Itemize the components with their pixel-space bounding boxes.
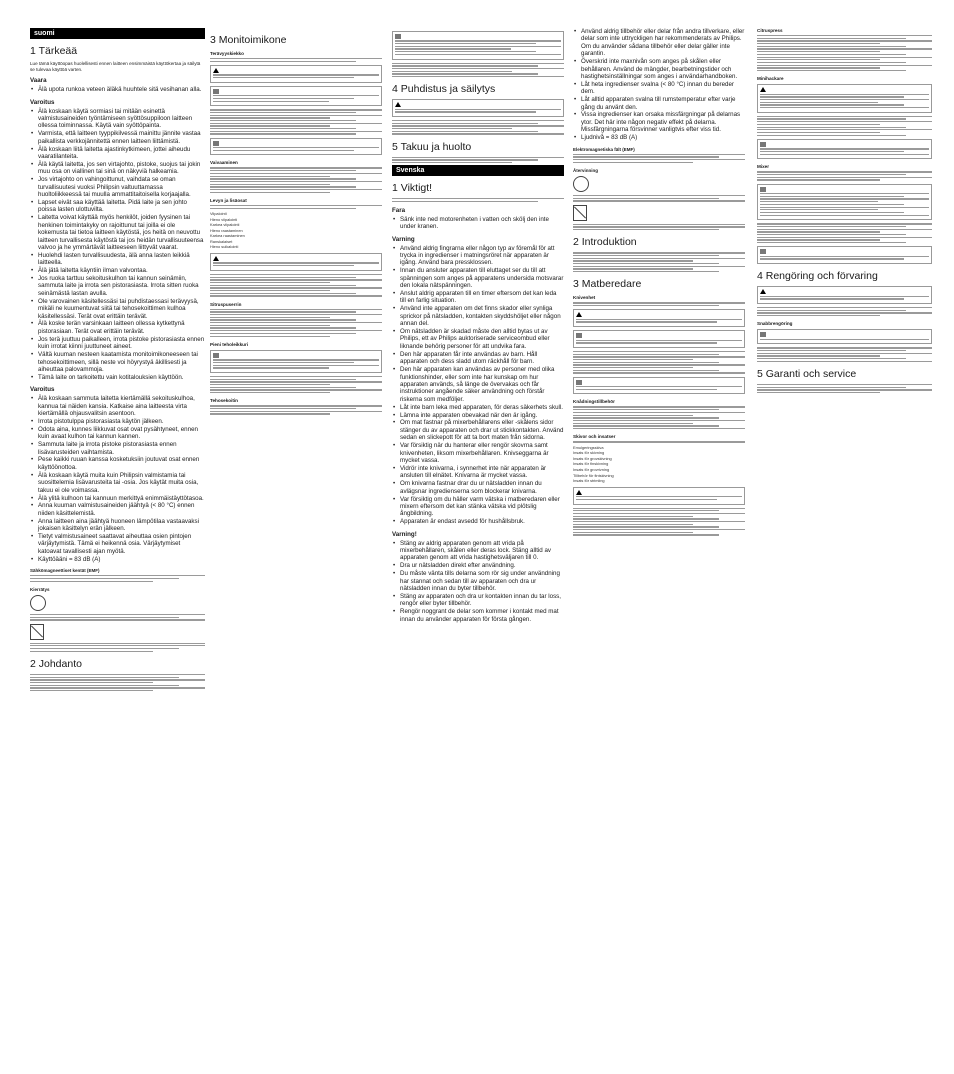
list-item: • Stäng av apparaten och dra ur kontakten innan du tar loss, rengör eller byter tillbehör. (392, 593, 564, 608)
intro-text: Lue tämä käyttöopas huolellisesti ennen laitteen ensimmäistä käyttökertaa ja säilytä se tulevaa käyttöä varten. (30, 61, 201, 72)
list-item: • Jos virtajohto on vahingoittunut, vaihdata se oman turvallisuutesi vuoksi Philipsin valtuuttamassa huoltoliikkeessä tai muulla ammattitaitoisella korjaajalla. (30, 176, 205, 198)
section-title: 5 Takuu ja huolto (392, 140, 472, 153)
list-item: • Den här apparaten får inte användas av barn. Håll apparaten och dess sladd utom räckhåll för barn. (392, 351, 564, 366)
list-item: • Käyttöääni = 83 dB (A) (30, 556, 205, 563)
list-item: Hieno raastaminen (210, 227, 243, 233)
column-1 (30, 28, 205, 693)
subsection-title: Knivenhet (573, 295, 596, 301)
warning-box (573, 309, 745, 327)
list-item: • Dra ur nätsladden direkt efter användning. (392, 562, 564, 569)
list-item: • Ole varovainen käsitellessäsi tai puhdistaessasi terävyysä, mikäli ne kuumentuvat siitä tai tehosekoittimen kulhoa käsitellessäsi. Terät ovat erittäin terävät. (30, 298, 205, 320)
list-item: • Älä koske terän varsinkaan laitteen ollessa kytkettynä pistorasiaan. Terät ovat erittäin terävät. (30, 320, 205, 335)
note-box (573, 330, 745, 348)
section-title: 5 Garanti och service (757, 368, 857, 381)
list-item: • Huolehdi lasten turvallisuudesta, älä anna lasten leikkiä laitteella. (30, 252, 205, 267)
warning-list-continued (573, 28, 745, 142)
note-icon (395, 34, 401, 39)
list-item: • Var försiktig om du häller varm vätska i matberedaren eller mixern eftersom det kan stänka vätska vid plötslig ångbildning. (392, 496, 564, 518)
list-item: • Jos ruoka tarttuu sekoituskulhon tai kannun seinämiin, sammuta laite ja irrota sen pistorasiasta. Irrota sitten ruoka seinämästä lastan avulla. (30, 275, 205, 297)
list-item: • Överskrid inte maxnivån som anges på skålen eller behållaren. Använd de mängder, bearbetningstider och hastighetsinställningar som anges i användarhandboken. (573, 58, 745, 80)
section-title: 2 Johdanto (30, 657, 82, 670)
recycling-heading: Återvinning (573, 167, 599, 173)
list-item: • Tämä laite on tarkoitettu vain kotitalouksien käyttöön. (30, 374, 205, 381)
tip-box (757, 139, 932, 159)
list-item: • Rengör noggrant de delar som kommer i kontakt med mat innan du använder apparaten för första gången. (392, 608, 564, 623)
list-item: Insats för strimling (573, 478, 605, 484)
list-item: • Sänk inte ned motorenheten i vatten och skölj den inte under kranen. (392, 216, 564, 231)
section-title: 3 Monitoimikone (210, 34, 287, 46)
note-box (392, 31, 564, 60)
list-item: • Laitetta voivat käyttää myös henkilöt, joiden fyysinen tai henkinen toimintakyky on rajoittunut tai joilla ei ole kokemusta tai tietoa laitteen käytöstä, jos heitä on neuvottu laitteen turvallisesta käytöstä tai jos heidän turvallisuuteensa valvoo ja he ymmärtävät laitteeseen liittyvät vaarat. (30, 214, 205, 251)
note-icon (213, 353, 219, 358)
list-item: • Jos terä juuttuu paikalleen, irrota pistoke pistorasiasta ennen kuin irrotat kiinni juuttuneet aineet. (30, 336, 205, 351)
warning-list (392, 245, 564, 526)
list-item: Emulgeringsskiva (573, 444, 604, 450)
list-item: • Vissa ingredienser kan orsaka missfärgningar på delarnas ytor. Det här inte någon negativ effekt på delarna. Missfärgningarna försvinner vanligtvis efter viss tid. (573, 111, 745, 133)
warning-heading: Varoitus (30, 98, 55, 106)
warning-icon (213, 256, 219, 261)
tip-icon (760, 142, 766, 147)
list-item: • Använd inte apparaten om det finns skador eller synliga sprickor på nätsladden, kontakten skyddshöljet eller någon annan del. (392, 305, 564, 327)
list-item: Hieno viipalointi (210, 216, 238, 222)
list-item: • Anna laitteen aina jäähtyä huoneen lämpötilaa vastaavaksi jokaisen käsittelyn erän jälkeen. (30, 518, 205, 533)
list-item: • Älä käytä laitetta, jos sen virtajohto, pistoke, suojus tai jokin muu osa on viallinen tai sinä on näkyviä halkeamia. (30, 161, 205, 176)
emf-heading: Elektromagnetiska fält (EMF) (573, 146, 635, 152)
note-box (757, 329, 932, 344)
recycle-icon (573, 176, 589, 192)
list-item: • Irrota pistotulppa pistorasiasta käytön jälkeen. (30, 418, 205, 425)
list-item: • Låt heta ingredienser svalna (< 80 °C) innan du bereder dem. (573, 81, 745, 96)
subsection-title: Tehosekoitin (210, 398, 238, 404)
subsection-title: Mixer (757, 164, 770, 170)
emf-heading: Sähkömagneettiset kentät (EMF) (30, 568, 100, 574)
tip-icon (576, 380, 582, 385)
list-item: • Älä koskaan käytä muita kuin Philipsin valmistamia tai suosittelemia lisävarusteita tai -osia. Jos käytät muita osia, takuu ei ole voimassa. (30, 472, 205, 494)
subsection-title: Skivor och insatser (573, 434, 616, 440)
section-title: 2 Introduktion (573, 236, 637, 249)
list-item: • Pese kaikki ruuan kanssa kosketuksiin joutuvat osat ennen käyttöönottoa. (30, 456, 205, 471)
list-item: • Du måste vänta tills delarna som rör sig under användning har stannat och sedan till av apparaten och dra ur nätsladden innan du byter tillbehör. (392, 570, 564, 592)
subsection-title: Pieni teholeikkuri (210, 341, 249, 347)
section-title: 3 Matberedare (573, 278, 642, 291)
list-item: • Innan du ansluter apparaten till eluttaget ser du till att spänningen som anges på apparatens undersida motsvarar den lokala nätspänningen. (392, 267, 564, 289)
warning-heading: Varning (392, 235, 415, 243)
section-title: 4 Puhdistus ja säilytys (392, 83, 496, 96)
list-item: Viipalointi (210, 210, 227, 216)
warning-icon (760, 289, 766, 294)
list-item: • Låt inte barn leka med apparaten, för deras säkerhets skull. (392, 404, 564, 411)
subsection-title: Levyn ja lisäosat (210, 197, 247, 203)
list-item: Ranskalaiset (210, 238, 233, 244)
section-title: 4 Rengöring och förvaring (757, 270, 878, 283)
list-item: • Om knivarna fastnar drar du ur nätsladden innan du avlägsnar ingredienserna som blockerar knivarna. (392, 480, 564, 495)
note-box (757, 184, 932, 221)
warning-icon (576, 490, 582, 495)
list-item: • Ljudnivå = 83 dB (A) (573, 134, 745, 141)
list-item: • Älä upota runkoa veteen äläkä huuhtele sitä vesihanan alla. (30, 86, 205, 93)
list-item: Insats för skivning (573, 450, 605, 456)
caution-list (392, 540, 564, 623)
column-2 (210, 28, 382, 416)
list-item: • Om mat fastnar på mixerbehållarens eller -skålens sidor stänger du av apparaten och drar ut stickkontakten. Använd sedan en slickepott för att ta bort maten från sidorna. (392, 419, 564, 441)
list-item: • Använd aldrig tillbehör eller delar från andra tillverkare, eller delar som inte uttryckligen har rekommenderats av Philips. Om du använder sådana tillbehör eller delar gäller inte garantin. (573, 28, 745, 58)
language-tab: Svenska (392, 165, 564, 176)
section-title: 1 Tärkeää (30, 45, 78, 57)
list-item: Hieno suikalointi (210, 244, 239, 250)
tip-box (757, 246, 932, 264)
list-item: Karkea raastaminen (210, 233, 245, 239)
warning-box (757, 84, 932, 113)
list-item: • Om nätsladden är skadad måste den alltid bytas ut av Philips, ett av Philips auktoriserade serviceombud eller liknande behörig personer för att undvika fara. (392, 328, 564, 350)
tip-icon (213, 141, 219, 146)
list-item: • Den här apparaten kan användas av personer med olika funktionshinder, eller som inte har kunskap om hur apparaten används, så länge de övervakas och får instruktioner angående säker användning och förstår riskerna som medföljer. (392, 366, 564, 403)
list-item: • Anslut aldrig apparaten till en timer eftersom det kan leda till en farlig situation. (392, 290, 564, 305)
tip-box (573, 377, 745, 395)
warning-list (30, 108, 205, 382)
recycling-heading: Kierrätys (30, 586, 50, 592)
note-box (210, 350, 382, 373)
list-item: • Älä koskaan sammuta laitetta kiertämällä sekoituskulhoa, kannua tai näiden kansia. Katkaise aina laitteesta virta kiertämällä ohjausvalitsin asentoon. (30, 395, 205, 417)
warning-box (392, 99, 564, 117)
subsection-title: Snabbrengöring (757, 321, 793, 327)
column-4 (573, 28, 745, 537)
list-item: Karkea viipalointi (210, 222, 240, 228)
disc-list (210, 211, 382, 250)
warning-box (573, 487, 745, 505)
warning-icon (395, 102, 401, 107)
subsection-title: Citruspress (757, 28, 783, 33)
list-item: • Lapset eivät saa käyttää laitetta. Pidä laite ja sen johto poissa lasten ulottuvilta. (30, 199, 205, 214)
list-item: • Låt alltid apparaten svalna till rumstemperatur efter varje gång du använt den. (573, 96, 745, 111)
list-item: Insats för grovskivning (573, 455, 612, 461)
list-item: • Anna kuuman valmistusaineiden jäähtyä (< 80 °C) ennen niiden käsittelemistä. (30, 502, 205, 517)
note-icon (760, 187, 766, 192)
note-icon (213, 89, 219, 94)
list-item: • Var försiktig när du hanterar eller rengör skovrna samt knivenheten, liksom mixerbehållaren. Knivseggarna är mycket vassa. (392, 442, 564, 464)
warning-icon (213, 68, 219, 73)
list-item: • Sammuta laite ja irrota pistoke pistorasiasta ennen lisävarusteiden vaihtamista. (30, 441, 205, 456)
list-item: Tillbehör för fintskivning (573, 472, 614, 478)
list-item: • Varmista, että laitteen tyyppikilvessä mainittu jännite vastaa paikallista verkkojännitettä ennen laitteen liittämistä. (30, 130, 205, 145)
list-item: • Älä ylitä kulhoon tai kannuun merkittyä enimmäistäyttötasoa. (30, 495, 205, 502)
section-title: 1 Viktigt! (392, 181, 433, 194)
subsection-title: Terävyyskiekko (210, 51, 244, 56)
note-box (210, 86, 382, 106)
danger-list (30, 86, 205, 93)
warning-icon (760, 87, 766, 92)
danger-heading: Fara (392, 206, 406, 214)
disc-list (573, 445, 745, 484)
list-item: • Apparaten är endast avsedd för hushållsbruk. (392, 518, 564, 525)
list-item: • Lämna inte apparaten obevakad när den är igång. (392, 412, 564, 419)
recycle-icon (30, 595, 46, 611)
subsection-title: Knådningstillbehör (573, 399, 615, 405)
caution-heading: Varning! (392, 530, 417, 538)
subsection-title: Sitruspuserrin (210, 301, 242, 307)
list-item: • Älä koskaan käytä sormiasi tai mitään esinettä valmistusaineiden työntämiseen syöttösuppiloon laitteen ollessa toiminnassa. Käytä vain syöttöpainta. (30, 108, 205, 130)
list-item: • Stäng av aldrig apparaten genom att vrida på mixerbehållaren, skålen eller deras lock. Stäng alltid av apparaten genom att vrida hastighetsväljaren till 0. (392, 540, 564, 562)
list-item: • Vältä kuuman nesteen kaatamista monitoimikoneeseen tai tehosekoittimeen, sillä neste voi höyrystyä äkillisesti ja aiheuttaa palovammoja. (30, 351, 205, 373)
crossed-bin-icon (30, 624, 44, 640)
subsection-title: Minihackare (757, 76, 784, 82)
danger-list (392, 216, 564, 231)
warning-box (757, 286, 932, 304)
warning-icon (576, 312, 582, 317)
warning-box (210, 253, 382, 271)
list-item: • Älä koskaan liitä laitetta ajastinkytkimeen, jottei aiheudu vaaratilanteita. (30, 146, 205, 161)
caution-heading: Varoitus (30, 386, 55, 394)
list-item: • Odota aina, kunnes liikkuvat osat ovat pysähtyneet, ennen kuin avaat kulhon tai kannun kannen. (30, 426, 205, 441)
danger-heading: Vaara (30, 77, 47, 85)
column-5 (757, 28, 932, 395)
warning-box (210, 65, 382, 83)
list-item: • Använd aldrig fingrarna eller någon typ av föremål för att trycka in ingredienser i matningsröret när apparaten är igång. Använd bara pressklossen. (392, 245, 564, 267)
list-item: Insats för grovrivning (573, 466, 610, 472)
crossed-bin-icon (573, 205, 587, 221)
list-item: Insats för finskivning (573, 461, 609, 467)
language-tab: suomi (30, 28, 205, 39)
list-item: • Älä jätä laitetta käyntiin ilman valvontaa. (30, 267, 205, 274)
list-item: • Vidrör inte knivarna, i synnerhet inte när apparaten är ansluten till elnätet. Knivarna är mycket vassa. (392, 465, 564, 480)
column-3 (392, 28, 564, 624)
tip-box (210, 138, 382, 156)
note-icon (760, 332, 766, 337)
list-item: • Tietyt valmistusaineet saattavat aiheuttaa osien pintojen värjäytymistä. Tämä ei heikennä osia. Värjäytymiset katoavat tavallisesti ajan myötä. (30, 533, 205, 555)
caution-list (30, 395, 205, 563)
subsection-title: Vaivaaminen (210, 160, 238, 166)
tip-icon (760, 249, 766, 254)
note-icon (576, 333, 582, 338)
